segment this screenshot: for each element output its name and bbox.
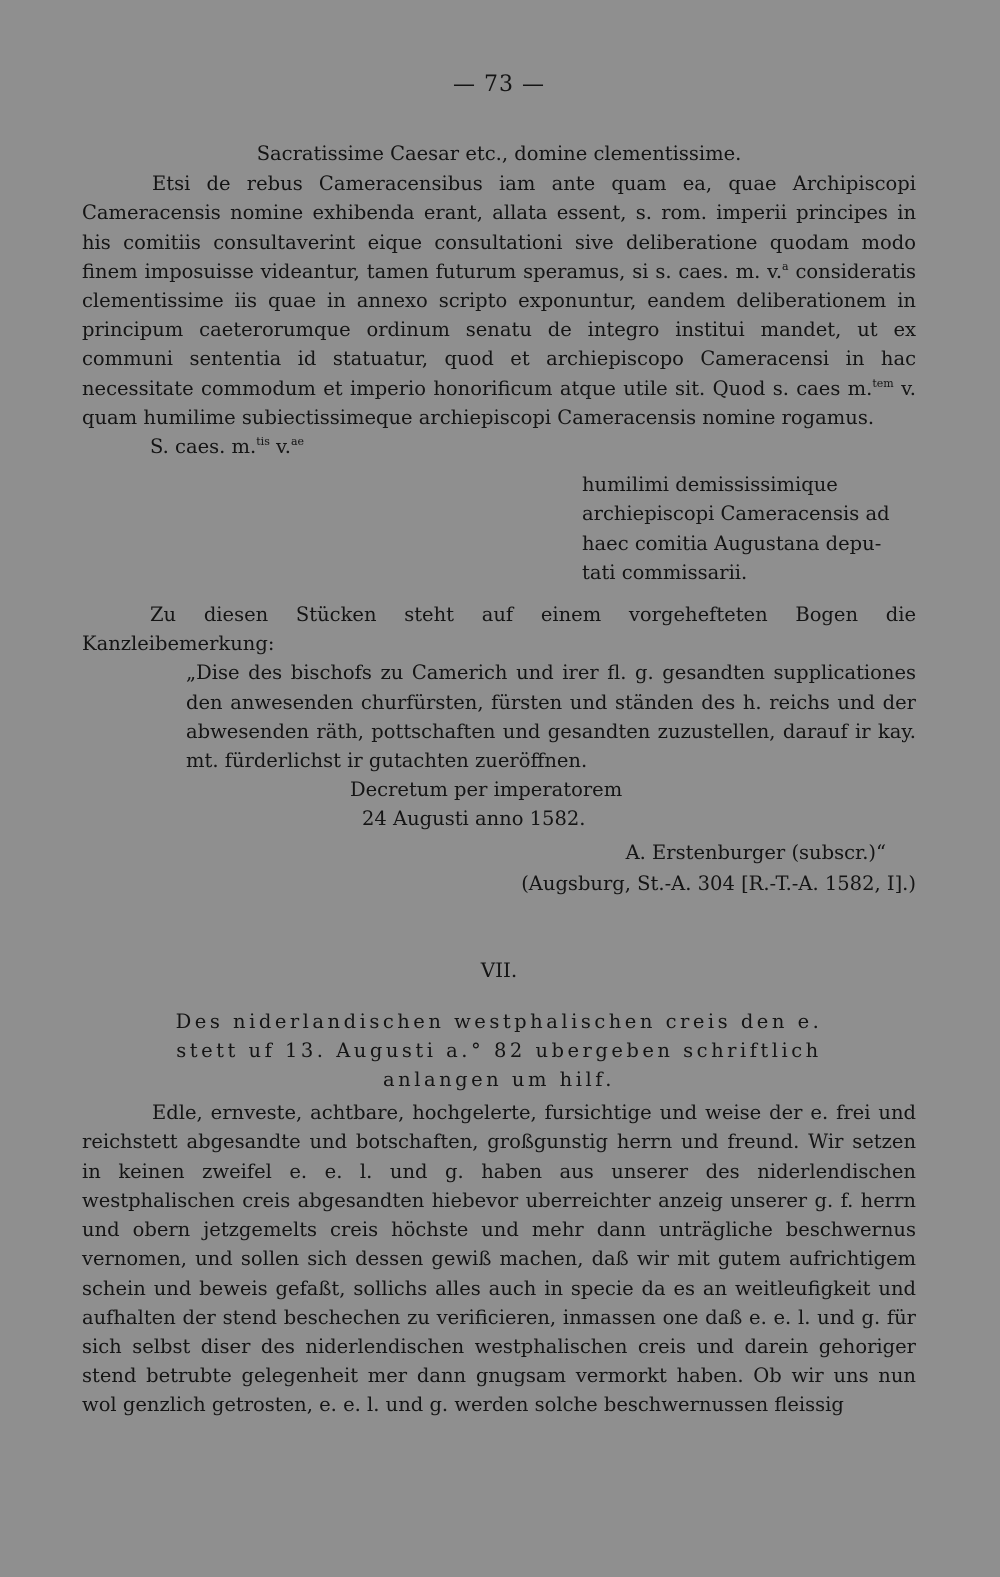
signatory-line: archiepiscopi Cameracensis ad — [582, 502, 890, 526]
heading-line: stett uf 13. Augusti a.° 82 ubergeben schriftlich — [176, 1039, 822, 1063]
heading-line: Des niderlandischen westphalischen creis den e. — [175, 1010, 823, 1034]
decree-date: 24 Augusti anno 1582. — [362, 807, 586, 831]
signatories-block — [582, 470, 916, 587]
letter-body-part1: Etsi de rebus Cameracensibus iam ante quam ea, quae Archipiscopi Cameracensis nomine exhibenda erant, allata essent, s. rom. imperii principes in his comitiis consultaverint eique consultationi sive deliberatione quodam modo finem imposuisse videantur, tamen futurum speramus, si s. caes. m. v. — [82, 172, 916, 283]
chancery-quote: „Dise des bischofs zu Camerich und irer fl. g. gesandten supplicationes den anwesenden churfürsten, fürsten und ständen des h. reichs und der abwesenden räth, pottschaften und gesandten zuzustellen, darauf ir kay. mt. fürderlichst ir gutachten zueröffnen. — [186, 661, 916, 773]
superscript: a — [782, 259, 789, 273]
salutation: Sacratissime Caesar etc., domine clementissime. — [256, 142, 742, 165]
closing-formula: S. caes. m.$^{tis}$ v.$^{ae}$ — [150, 435, 305, 459]
signer: A. Erstenburger (subscr.)“ — [625, 840, 886, 864]
signatory-line: humilimi demississimique — [582, 473, 838, 497]
superscript: tis — [256, 435, 270, 449]
superscript: tem — [872, 376, 894, 390]
letter-body — [82, 169, 916, 432]
signatory-line: haec comitia Augustana depu- — [582, 531, 882, 555]
letter-body-part3: v. quam humilime subiectissimeque archiepiscopi Cameracensis nomine rogamus. — [82, 376, 916, 429]
page-number: — 73 — — [453, 72, 545, 97]
letter-body-part2: consideratis clementissime iis quae in annexo scripto exponuntur, eandem deliberationem in principum caeterorumque ordinum senatu de integro institui mandet, ut ex communi sententia id statuatur, quod et archiepiscopo Cameracensi in hac necessitate commodum et imperio honorificum atque utile sit. Quod s. caes m. — [82, 259, 916, 400]
decree — [350, 775, 916, 833]
signatory-line: tati commissarii. — [582, 560, 748, 584]
section-number: VII. — [480, 958, 518, 983]
decree-line: Decretum per imperatorem — [350, 778, 623, 802]
section-heading — [82, 1007, 916, 1094]
section-body: Edle, ernveste, achtbare, hochgelerte, fursichtige und weise der e. frei und reichstett abgesandte und botschaften, großgunstig herrn und freund. Wir setzen in keinen zweifel e. e. l. und g. haben aus unserer des niderlendischen westphalischen creis abgesandten hiebevor uberreichter anzeig unserer g. f. herrn und obern jetzgemelts creis höchste und mehr dann unträgliche beschwernus vernomen, und sollen sich dessen gewiß machen, daß wir mit gutem aufrichtigem schein und beweis gefaßt, sollichs alles auch in specie da es an weitleufigkeit und aufhalten der stend beschechen zu verificieren, inmassen one daß e. e. l. und g. für sich selbst diser des niderlendischen westphalischen creis und darein gehoriger stend betrubte gelegenheit mer dann gnugsam vermorkt haben. Ob wir uns nun wol genzlich getrosten, e. e. l. und g. werden solche beschwernussen fleissig — [82, 1101, 916, 1417]
heading-line: anlangen um hilf. — [383, 1068, 615, 1092]
chancery-note: Zu diesen Stücken steht auf einem vorgehefteten Bogen die Kanzleibemerkung: — [82, 603, 916, 656]
superscript: ae — [290, 435, 305, 449]
source-citation: (Augsburg, St.-A. 304 [R.-T.-A. 1582, I].) — [521, 871, 916, 895]
